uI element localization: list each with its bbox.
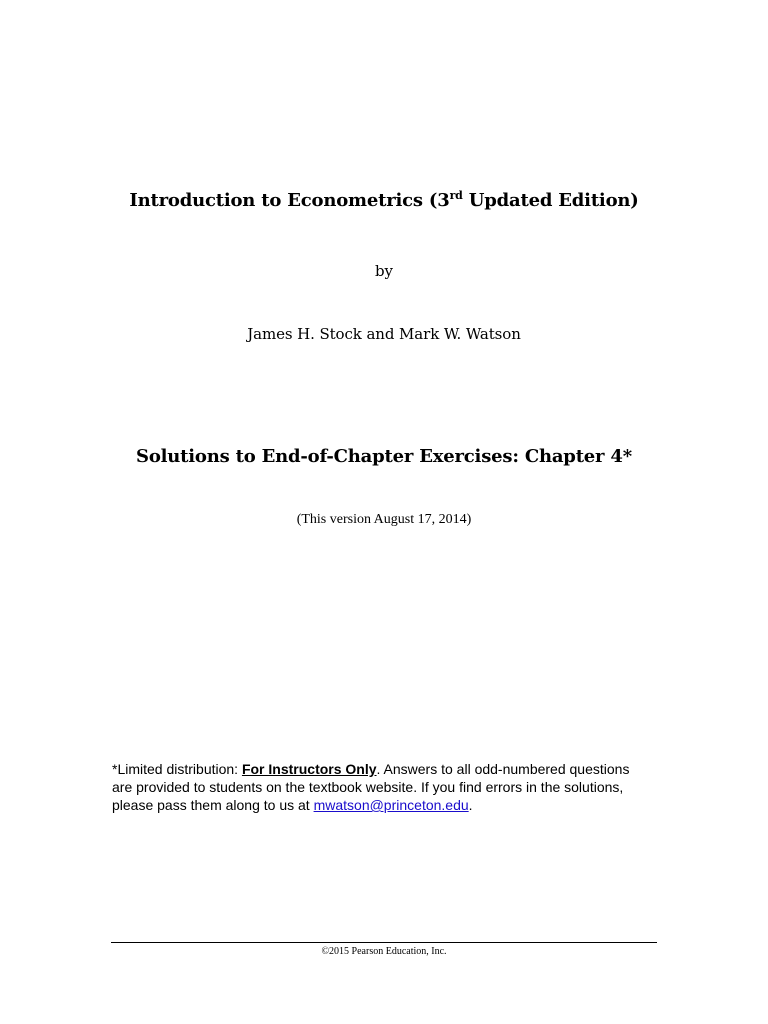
chapter-subtitle: Solutions to End-of-Chapter Exercises: Chapter 4*	[136, 446, 632, 467]
note-suffix: .	[468, 797, 473, 813]
book-title-rest: Updated Edition)	[462, 190, 639, 211]
authors: James H. Stock and Mark W. Watson	[247, 325, 521, 343]
distribution-note	[112, 760, 642, 814]
book-title-superscript: rd	[449, 189, 463, 202]
by-line: by	[374, 262, 394, 280]
copyright-footer: ©2015 Pearson Education, Inc.	[321, 946, 447, 957]
footer-divider	[111, 942, 657, 943]
note-prefix: *Limited distribution:	[112, 761, 242, 777]
email-link[interactable]: mwatson@princeton.edu	[313, 797, 469, 813]
book-title	[0, 190, 768, 211]
version-date: (This version August 17, 2014)	[296, 512, 472, 527]
note-emphasis: For Instructors Only	[241, 761, 377, 777]
note-body: . Answers to all odd-numbered questions are provided to students on the textbook website. If you find errors in the solutions, please pass them along to us at	[112, 761, 630, 813]
book-title-main: Introduction to Econometrics (3	[129, 190, 450, 211]
